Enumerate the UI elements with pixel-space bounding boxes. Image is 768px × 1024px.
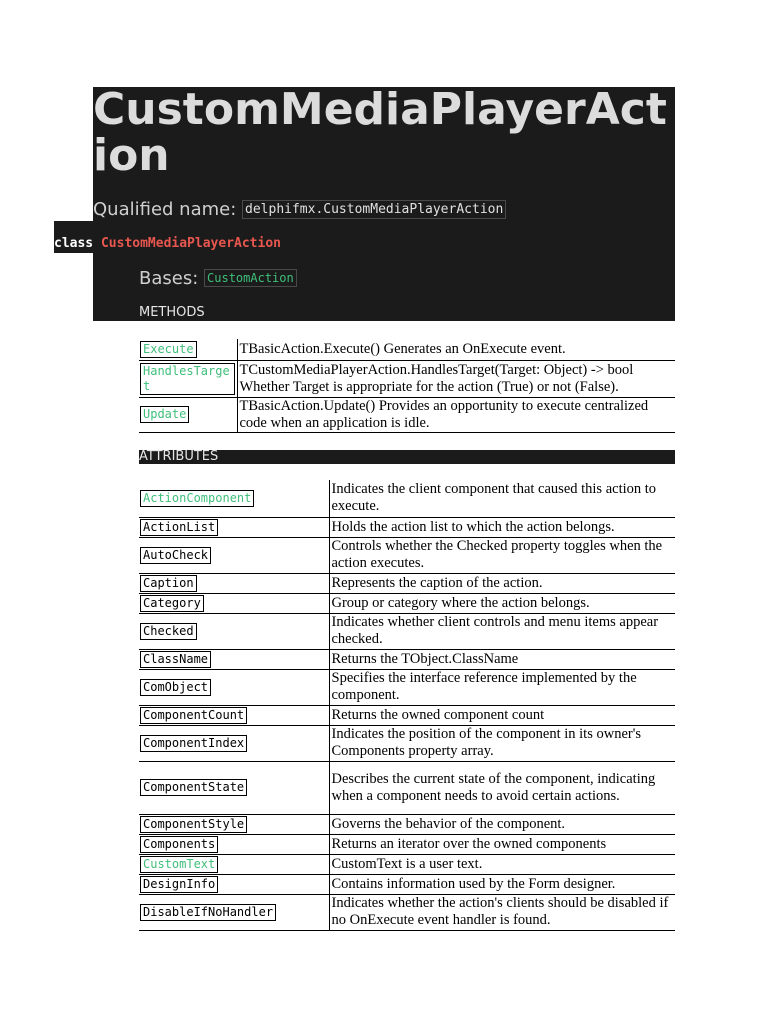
attribute-name: ComObject [140,679,211,696]
qualified-name-label: Qualified name: [93,199,237,220]
class-name: CustomMediaPlayerAction [100,236,281,251]
qualified-name [93,199,506,220]
qualified-name-value: delphifmx.CustomMediaPlayerAction [242,200,506,219]
attribute-name: ClassName [140,651,211,668]
methods-table [139,339,675,433]
class-keyword: class [54,236,94,251]
table-row [139,649,675,669]
attributes-table [139,480,675,931]
bases-label: Bases: [139,268,199,289]
class-signature [54,236,281,251]
table-row [139,705,675,725]
attribute-name: Caption [140,575,197,592]
attribute-description: Controls whether the Checked property toggles when the action executes. [329,537,675,573]
attribute-description: Describes the current state of the component, indicating when a component needs to avoid certain actions. [329,761,675,814]
table-row [139,834,675,854]
attribute-description: Indicates whether the action's clients should be disabled if no OnExecute event handler is found. [329,894,675,930]
table-row [139,669,675,705]
attribute-name: ComponentIndex [140,735,247,752]
table-row [139,593,675,613]
table-row [139,761,675,814]
attribute-description: Group or category where the action belongs. [329,593,675,613]
table-row [139,854,675,874]
table-row [139,874,675,894]
attribute-name: Checked [140,623,197,640]
attribute-name: Category [140,595,204,612]
table-row [139,480,675,517]
attribute-name: DesignInfo [140,876,218,893]
attribute-name: ComponentStyle [140,816,247,833]
bases [139,268,297,289]
table-row [139,894,675,930]
attribute-description: Indicates whether client controls and menu items appear checked. [329,613,675,649]
method-description: TCustomMediaPlayerAction.HandlesTarget(Target: Object) -> bool Whether Target is appropriate for the action (True) or not (False). [237,360,675,397]
attribute-link-customtext[interactable]: CustomText [140,856,218,873]
page-title: CustomMediaPlayerAction [93,84,667,181]
attribute-name: AutoCheck [140,547,211,564]
table-row [139,725,675,761]
table-row [139,397,675,432]
method-link-execute[interactable]: Execute [140,341,197,358]
table-row [139,360,675,397]
table-row [139,537,675,573]
table-row [139,613,675,649]
attributes-heading: ATTRIBUTES [139,449,219,464]
attributes-heading-bar [139,450,675,464]
attribute-description: CustomText is a user text. [329,854,675,874]
method-link-update[interactable]: Update [140,406,189,423]
attribute-description: Contains information used by the Form designer. [329,874,675,894]
attribute-name: ComponentCount [140,707,247,724]
attribute-name: Components [140,836,218,853]
attribute-description: Indicates the client component that caused this action to execute. [329,480,675,517]
methods-heading: METHODS [139,305,205,320]
attribute-name: DisableIfNoHandler [140,904,276,921]
method-description: TBasicAction.Execute() Generates an OnExecute event. [237,339,675,360]
attribute-link-actioncomponent[interactable]: ActionComponent [140,490,254,507]
table-row [139,573,675,593]
table-row [139,814,675,834]
attribute-description: Returns an iterator over the owned components [329,834,675,854]
attribute-name: ComponentState [140,779,247,796]
bases-link[interactable]: CustomAction [204,269,297,287]
attribute-description: Holds the action list to which the action belongs. [329,517,675,537]
attribute-description: Returns the owned component count [329,705,675,725]
attribute-description: Governs the behavior of the component. [329,814,675,834]
method-description: TBasicAction.Update() Provides an opportunity to execute centralized code when an application is idle. [237,397,675,432]
table-row [139,517,675,537]
attribute-description: Indicates the position of the component in its owner's Components property array. [329,725,675,761]
method-link-handlestarget[interactable]: HandlesTarget [140,363,235,395]
attribute-description: Represents the caption of the action. [329,573,675,593]
table-row [139,339,675,360]
attribute-description: Specifies the interface reference implemented by the component. [329,669,675,705]
attribute-description: Returns the TObject.ClassName [329,649,675,669]
attribute-name: ActionList [140,519,218,536]
